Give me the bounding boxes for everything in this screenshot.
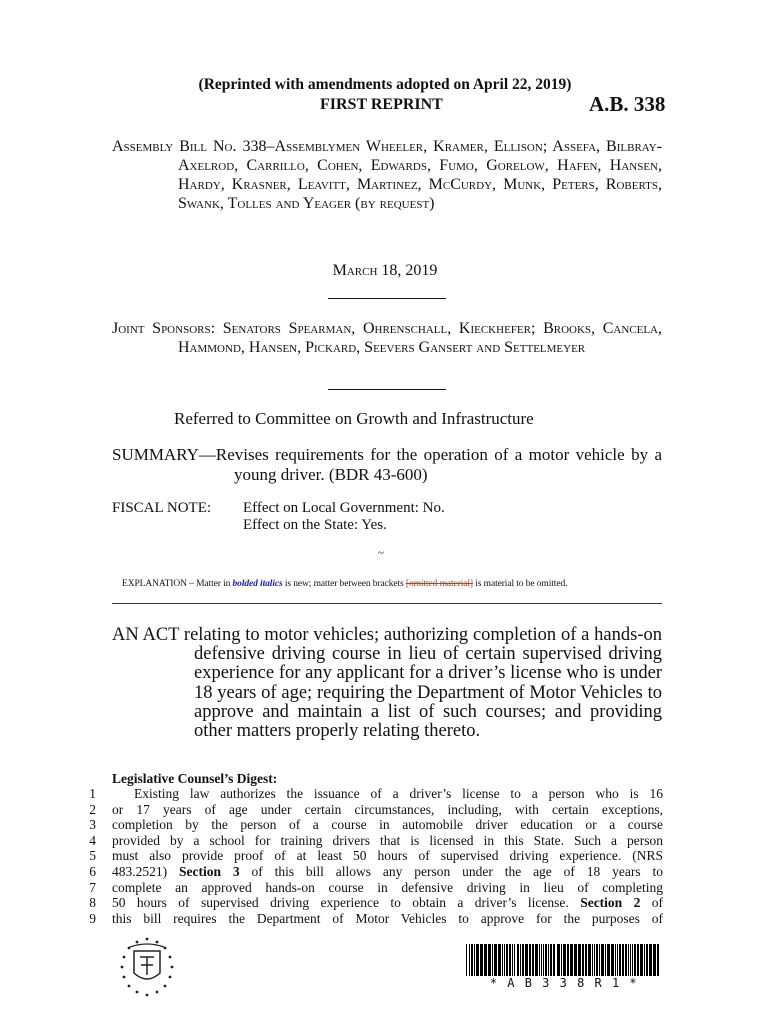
barcode-bar (545, 944, 547, 976)
joint-sponsors: Joint Sponsors: Senators Spearman, Ohrenschall, Kieckhefer; Brooks, Cancela, Hammond, Hansen, Pickard, Seevers Gansert and Settelmeyer (112, 320, 662, 356)
barcode-bar (619, 944, 621, 976)
explanation-prefix: EXPLANATION – Matter in (122, 579, 233, 589)
digest-line: Existing law authorizes the issuance of a driver’s license to a person who is 16 (134, 786, 663, 801)
digest-line: complete an approved hands-on course in defensive driving in lieu of completing (112, 879, 663, 895)
line-number: 7 (89, 879, 96, 895)
line-number: 5 (89, 848, 96, 864)
barcode-bar (488, 944, 491, 976)
barcode-bar (535, 944, 538, 976)
barcode-bar (512, 944, 513, 976)
barcode-bar (585, 944, 587, 976)
barcode-bar (588, 944, 591, 976)
line-number: 3 (89, 817, 96, 833)
barcode-bar (561, 944, 562, 976)
barcode-bar (506, 944, 508, 976)
barcode-bar (502, 944, 503, 976)
barcode-bar (525, 944, 528, 976)
reprint-note: (Reprinted with amendments adopted on April 22, 2019) (198, 76, 572, 93)
barcode-bar (504, 944, 505, 976)
barcode-bar (557, 944, 560, 976)
barcode-bar (509, 944, 511, 976)
barcode-bar (543, 944, 544, 976)
barcode-bar (605, 944, 606, 976)
barcode-bar (498, 944, 501, 976)
bill-title-block (112, 137, 662, 213)
digest-line: or 17 years of age under certain circumstances, including, with certain exceptions, (112, 801, 663, 817)
barcode-bar (646, 944, 648, 976)
barcode-bar (599, 944, 600, 976)
barcode-bar (611, 944, 614, 976)
barcode-bar (567, 944, 569, 976)
line-number: 1 (89, 786, 96, 801)
barcode-bar (494, 944, 497, 976)
barcode-bar (466, 944, 467, 976)
barcode-bar (644, 944, 645, 976)
barcode-bar (522, 944, 524, 976)
barcode-bar (550, 944, 552, 976)
barcode-bar (517, 944, 519, 976)
bill-title: Assembly Bill No. 338–Assemblymen Wheeler, Kramer, Ellison; Assefa, Bilbray-Axelrod, Carrillo, Cohen, Edwards, Fumo, Gorelow, Hafen, Hansen, Hardy, Krasner, Leavitt, Martinez, McCurdy, Munk, Peters, Roberts, Swank, Tolles and Yeager (by request) (112, 138, 662, 212)
digest-line: this bill requires the Department of Motor Vehicles to approve for the purposes of (112, 910, 663, 926)
act-block (112, 626, 662, 741)
reprint-label: FIRST REPRINT (320, 96, 443, 113)
barcode-bar (476, 944, 479, 976)
barcode-bar (578, 944, 581, 976)
fiscal-state: Effect on the State: Yes. (243, 517, 387, 533)
barcode-bar (532, 944, 534, 976)
barcode-bar (634, 944, 636, 976)
barcode-bar (637, 944, 639, 976)
digest-title: Legislative Counsel’s Digest: (112, 771, 278, 786)
divider-rule (328, 298, 446, 299)
joint-sponsors-block (112, 319, 662, 357)
act-text: AN ACT relating to motor vehicles; authorizing completion of a hands-on defensive driving course in lieu of certain supervised driving experience for any applicant for a driver’s license who is under 18 years of age; requiring the Department of Motor Vehicles to approve and maintain a list of such courses; and providing other matters properly relating thereto. (112, 625, 662, 742)
barcode-bar (582, 944, 584, 976)
line-number: 4 (89, 832, 96, 848)
line-number: 6 (89, 863, 96, 879)
barcode-text: * A B 3 3 8 R 1 * (489, 976, 639, 990)
fiscal-local: Effect on Local Government: No. (243, 500, 445, 516)
digest-line: 483.2521) Section 3 of this bill allows any person under the age of 18 years to (112, 863, 663, 879)
barcode-bar (617, 944, 618, 976)
barcode-bar (649, 944, 652, 976)
barcode-bar (628, 944, 629, 976)
explanation-middle: is new; matter between brackets (282, 579, 406, 589)
barcode-bar (484, 944, 487, 976)
explanation (122, 579, 567, 589)
barcode-bar (520, 944, 521, 976)
fiscal-label: FISCAL NOTE: (112, 500, 212, 516)
barcode-bar (539, 944, 540, 976)
barcode-bar (469, 944, 470, 976)
barcode-bar (474, 944, 475, 976)
digest-body (112, 786, 663, 926)
summary-block (112, 445, 662, 485)
digest-line: must also provide proof of at least 50 hours of supervised driving experience. (NRS (112, 848, 663, 864)
line-number: 8 (89, 895, 96, 911)
bill-date: March 18, 2019 (332, 262, 438, 279)
explanation-rule (112, 603, 662, 604)
barcode-bar (601, 944, 604, 976)
explanation-bold-italic: bolded italics (232, 579, 283, 589)
tilde-mark: ~ (378, 547, 384, 559)
divider-rule (328, 389, 446, 390)
barcode-bar (563, 944, 566, 976)
fiscal-row-local (112, 500, 445, 517)
barcode-bar (640, 944, 643, 976)
explanation-suffix: is material to be omitted. (472, 579, 568, 589)
barcode-bar (653, 944, 656, 976)
barcode-bar (492, 944, 493, 976)
barcode-bar (548, 944, 549, 976)
barcode-icon (466, 944, 662, 976)
barcode-bar (541, 944, 542, 976)
barcode-bar (480, 944, 483, 976)
barcode-bar (625, 944, 627, 976)
barcode-bar (615, 944, 616, 976)
barcode-bar (632, 944, 633, 976)
digest-line: provided by a school for training drivers that is licensed in this State. Such a person (112, 832, 663, 848)
barcode-bar (630, 944, 631, 976)
state-seal-icon (110, 933, 184, 999)
barcode-bar (529, 944, 531, 976)
digest-line: 50 hours of supervised driving experience to obtain a driver’s license. Section 2 of (112, 895, 663, 911)
barcode-bar (594, 944, 595, 976)
referral: Referred to Committee on Growth and Infrastructure (174, 409, 534, 428)
fiscal-row-state (112, 517, 445, 534)
barcode-bar (657, 944, 659, 976)
barcode-bar (471, 944, 473, 976)
summary: SUMMARY—Revises requirements for the operation of a motor vehicle by a young driver. (BDR 43-600) (112, 445, 662, 484)
digest-line: completion by the person of a course in automobile driver education or a course (112, 817, 663, 833)
barcode-bar (607, 944, 610, 976)
barcode-bar (553, 944, 555, 976)
barcode-bar (574, 944, 577, 976)
barcode-bar (570, 944, 573, 976)
line-number: 9 (89, 910, 96, 926)
barcode-bar (596, 944, 598, 976)
bill-id: A.B. 338 (589, 92, 666, 116)
digest-line-numbers (80, 786, 96, 926)
explanation-omitted: [omitted material] (405, 579, 473, 589)
barcode-bar (622, 944, 624, 976)
barcode-bar (514, 944, 515, 976)
fiscal-note (112, 500, 445, 534)
barcode-bar (592, 944, 593, 976)
line-number: 2 (89, 801, 96, 817)
